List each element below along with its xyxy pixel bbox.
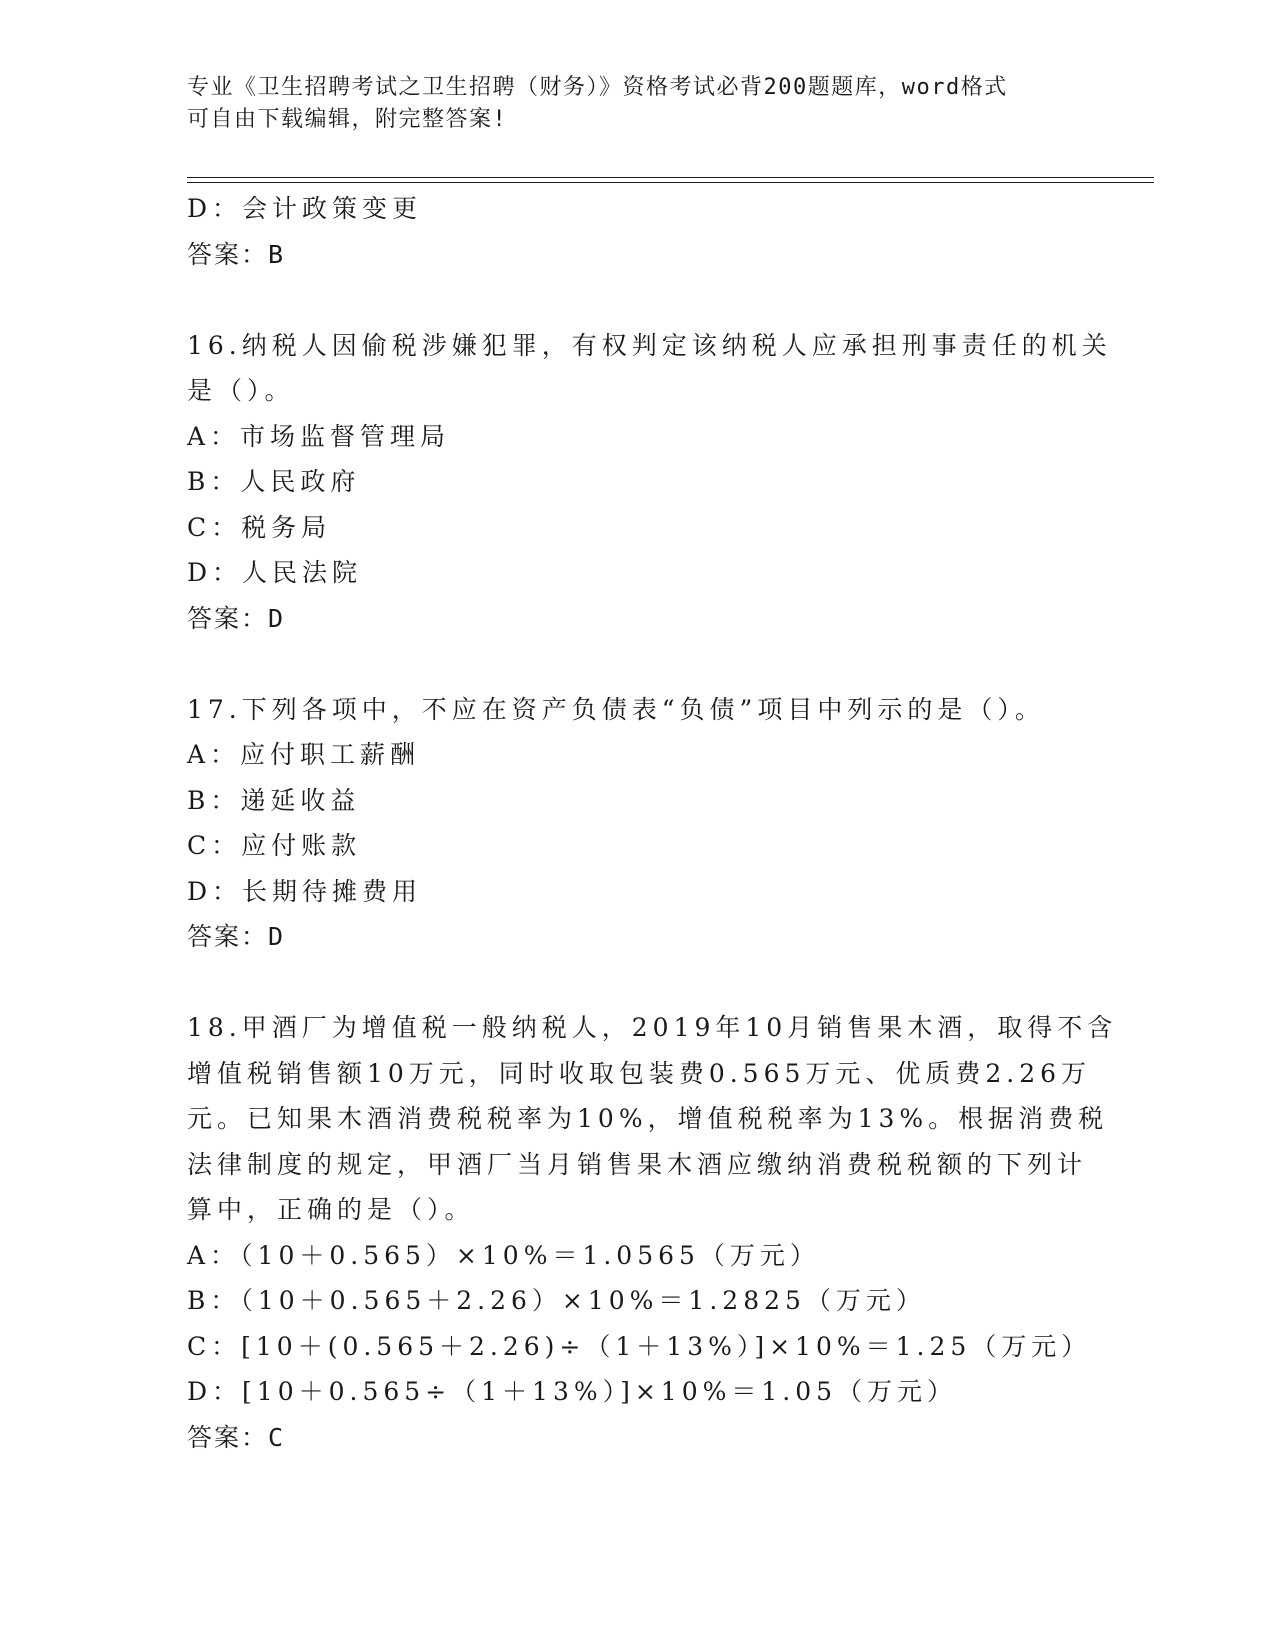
header-line-1: 专业《卫生招聘考试之卫生招聘（财务）》资格考试必背200题题库，word格式 (187, 75, 1008, 100)
document-header (187, 72, 1087, 136)
question-stem-line: 元。已知果木酒消费税税率为10%，增值税税率为13%。根据消费税 (187, 1104, 1109, 1133)
option-d: D：人民法院 (187, 558, 363, 587)
question-stem-line: 是（）。 (187, 376, 295, 405)
spacer (187, 960, 1087, 1006)
prev-option-d: D：会计政策变更 (187, 194, 423, 223)
option-b: B：递延收益 (187, 785, 361, 815)
option-a: A：应付职工薪酬 (187, 740, 421, 769)
option-c: C：税务局 (187, 512, 332, 542)
header-divider-bottom (187, 182, 1154, 183)
question-stem-line: 16.纳税人因偷税涉嫌犯罪，有权判定该纳税人应承担刑事责任的机关 (187, 330, 1112, 360)
header-divider-top (187, 177, 1154, 178)
question-stem-line: 增值税销售额10万元，同时收取包装费0.565万元、优质费2.26万 (187, 1058, 1092, 1088)
spacer (187, 641, 1087, 687)
question-17 (187, 687, 1087, 960)
option-c: C：应付账款 (187, 831, 362, 860)
header-line-2: 可自由下载编辑，附完整答案! (187, 107, 508, 132)
answer: 答案：D (187, 922, 286, 951)
question-18 (187, 1005, 1118, 1460)
option-d: D：长期待摊费用 (187, 876, 423, 906)
question-16 (187, 323, 1112, 642)
option-b: B：（10＋0.565＋2.26）×10%＝1.2825（万元） (187, 1286, 926, 1315)
question-stem-line: 17.下列各项中，不应在资产负债表“负债”项目中列示的是（）。 (187, 694, 1045, 724)
option-c: C：[10＋(0.565＋2.26)÷（1＋13%）]×10%＝1.25（万元） (187, 1331, 1092, 1361)
question-stem-line: 18.甲酒厂为增值税一般纳税人，2019年10月销售果木酒，取得不含 (187, 1013, 1118, 1042)
option-a: A：（10＋0.565）×10%＝1.0565（万元） (187, 1240, 820, 1270)
option-d: D：[10＋0.565÷（1＋13%）]×10%＝1.05（万元） (187, 1377, 958, 1406)
option-a: A：市场监督管理局 (187, 421, 451, 451)
question-stem-line: 法律制度的规定，甲酒厂当月销售果木酒应缴纳消费税税额的下列计 (187, 1149, 1088, 1179)
question-stem-line: 算中，正确的是（）。 (187, 1195, 475, 1224)
prev-answer: 答案：B (187, 239, 286, 269)
question-list (187, 186, 1118, 1460)
spacer (187, 277, 1087, 323)
answer: 答案：C (187, 1422, 286, 1452)
option-b: B：人民政府 (187, 467, 361, 496)
answer: 答案：D (187, 603, 286, 633)
